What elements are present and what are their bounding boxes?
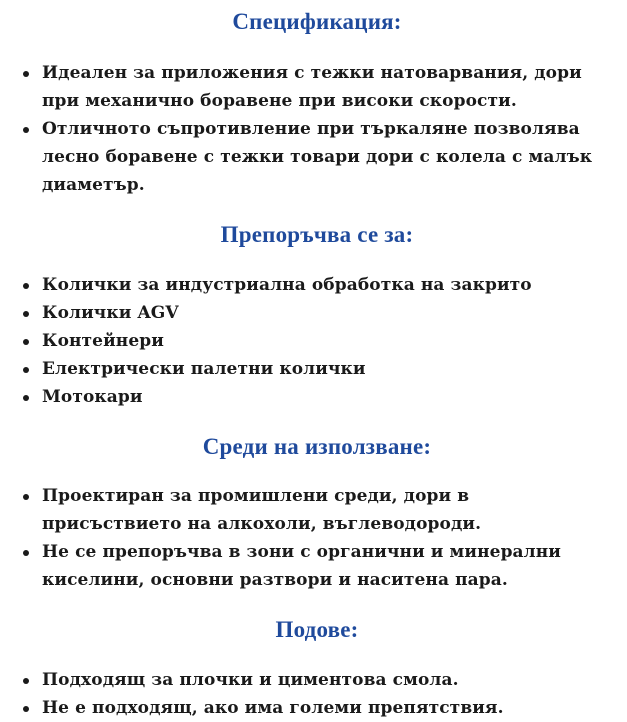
bullet-icon — [23, 283, 29, 289]
usage-environments-heading: Среди на използване: — [202, 434, 432, 459]
list-item — [21, 355, 613, 383]
bullet-icon — [23, 494, 29, 500]
bullet-icon — [23, 678, 29, 684]
list-item — [21, 271, 613, 299]
list-item — [21, 327, 613, 355]
bullet-icon — [23, 706, 29, 712]
list-item — [21, 59, 613, 115]
specification-heading: Спецификация: — [232, 9, 402, 34]
floors-heading: Подове: — [275, 617, 359, 642]
list-item — [21, 115, 613, 199]
list-item-text: Отличното съпротивление при търкаляне позволява лесно боравене с тежки товари дори с колела с малък диаметър. — [42, 119, 593, 195]
bullet-icon — [23, 71, 29, 77]
list-item — [21, 482, 613, 538]
list-item-text: Идеален за приложения с тежки натоварвания, дори при механично боравене при високи скорости. — [42, 63, 582, 111]
bullet-icon — [23, 367, 29, 373]
list-item-text: Подходящ за плочки и циментова смола. — [42, 670, 459, 690]
bullet-icon — [23, 311, 29, 317]
specification-list — [21, 59, 613, 199]
list-item-text: Не се препоръчва в зони с органични и минерални киселини, основни разтвори и наситена пара. — [42, 542, 562, 590]
list-item — [21, 666, 613, 694]
bullet-icon — [23, 550, 29, 556]
list-item-text: Колички AGV — [42, 303, 179, 323]
list-item-text: Не е подходящ, ако има големи препятствия. — [42, 698, 504, 718]
list-item — [21, 694, 613, 722]
list-item-text: Проектиран за промишлени среди, дори в присъствието на алкохоли, въглеводороди. — [42, 486, 482, 534]
list-item-text: Електрически палетни колички — [42, 359, 366, 379]
list-item-text: Контейнери — [42, 331, 164, 351]
list-item — [21, 538, 613, 594]
list-item — [21, 299, 613, 327]
bullet-icon — [23, 127, 29, 133]
recommended-for-heading: Препоръчва се за: — [220, 222, 414, 247]
usage-environments-list — [21, 482, 613, 594]
bullet-icon — [23, 339, 29, 345]
list-item-text: Мотокари — [42, 387, 143, 407]
product-spec-page — [0, 7, 627, 721]
list-item — [21, 383, 613, 411]
list-item-text: Колички за индустриална обработка на закрито — [42, 275, 532, 295]
bullet-icon — [23, 395, 29, 401]
recommended-for-list — [21, 271, 613, 411]
